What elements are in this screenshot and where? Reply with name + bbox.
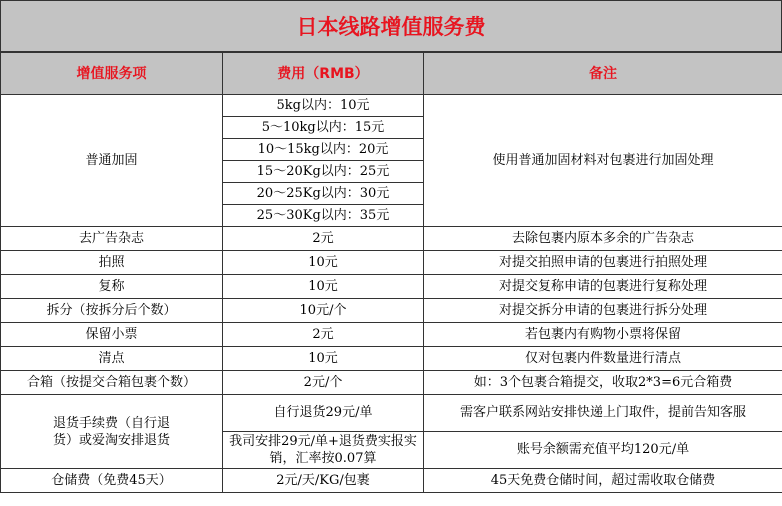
service-fee: 我司安排29元/单+退货费实报实销，汇率按0.07算 xyxy=(223,432,424,469)
service-note: 去除包裹内原本多余的广告杂志 xyxy=(424,227,782,251)
service-note: 45天免费仓储时间，超过需收取仓储费 xyxy=(424,469,782,493)
service-fee: 2元/个 xyxy=(223,371,424,395)
fee-tier: 10～15kg以内：20元 xyxy=(223,139,424,161)
service-name: 合箱（按提交合箱包裹个数） xyxy=(1,371,223,395)
service-name: 拍照 xyxy=(1,251,223,275)
header-fee: 费用（RMB） xyxy=(223,53,424,95)
service-note: 使用普通加固材料对包裹进行加固处理 xyxy=(424,95,782,227)
service-name: 清点 xyxy=(1,347,223,371)
service-fee: 2元 xyxy=(223,323,424,347)
fee-tier: 25～30Kg以内：35元 xyxy=(223,205,424,227)
service-note: 如：3个包裹合箱提交，收取2*3=6元合箱费 xyxy=(424,371,782,395)
fee-tier: 20～25Kg以内：30元 xyxy=(223,183,424,205)
service-name: 拆分（按拆分后个数） xyxy=(1,299,223,323)
service-fee: 自行退货29元/单 xyxy=(223,395,424,432)
service-name: 保留小票 xyxy=(1,323,223,347)
service-name: 复称 xyxy=(1,275,223,299)
service-note: 账号余额需充值平均120元/单 xyxy=(424,432,782,469)
table-row xyxy=(1,469,782,493)
service-fee: 10元 xyxy=(223,347,424,371)
service-name: 退货手续费（自行退货）或爱淘安排退货 xyxy=(1,395,223,469)
service-fee: 10元/个 xyxy=(223,299,424,323)
table-row xyxy=(1,275,782,299)
header-note: 备注 xyxy=(424,53,782,95)
table-row xyxy=(1,95,782,117)
service-note: 仅对包裹内件数量进行清点 xyxy=(424,347,782,371)
table-row xyxy=(1,323,782,347)
table-row xyxy=(1,299,782,323)
fee-table xyxy=(0,52,782,493)
fee-tier: 5～10kg以内：15元 xyxy=(223,117,424,139)
service-note: 若包裹内有购物小票将保留 xyxy=(424,323,782,347)
sheet-title: 日本线路增值服务费 xyxy=(0,0,782,52)
service-fee: 2元 xyxy=(223,227,424,251)
service-name: 去广告杂志 xyxy=(1,227,223,251)
service-note: 对提交复称申请的包裹进行复称处理 xyxy=(424,275,782,299)
service-name: 普通加固 xyxy=(1,95,223,227)
table-row xyxy=(1,347,782,371)
table-row xyxy=(1,395,782,432)
service-fee: 10元 xyxy=(223,275,424,299)
header-row xyxy=(1,53,782,95)
table-row xyxy=(1,251,782,275)
table-row xyxy=(1,371,782,395)
service-note: 对提交拍照申请的包裹进行拍照处理 xyxy=(424,251,782,275)
service-note: 对提交拆分申请的包裹进行拆分处理 xyxy=(424,299,782,323)
fee-tier: 5kg以内：10元 xyxy=(223,95,424,117)
header-service: 增值服务项 xyxy=(1,53,223,95)
fee-tier: 15～20Kg以内：25元 xyxy=(223,161,424,183)
service-fee: 10元 xyxy=(223,251,424,275)
table-row xyxy=(1,227,782,251)
service-note: 需客户联系网站安排快递上门取件，提前告知客服 xyxy=(424,395,782,432)
service-fee: 2元/天/KG/包裹 xyxy=(223,469,424,493)
service-name: 仓储费（免费45天） xyxy=(1,469,223,493)
